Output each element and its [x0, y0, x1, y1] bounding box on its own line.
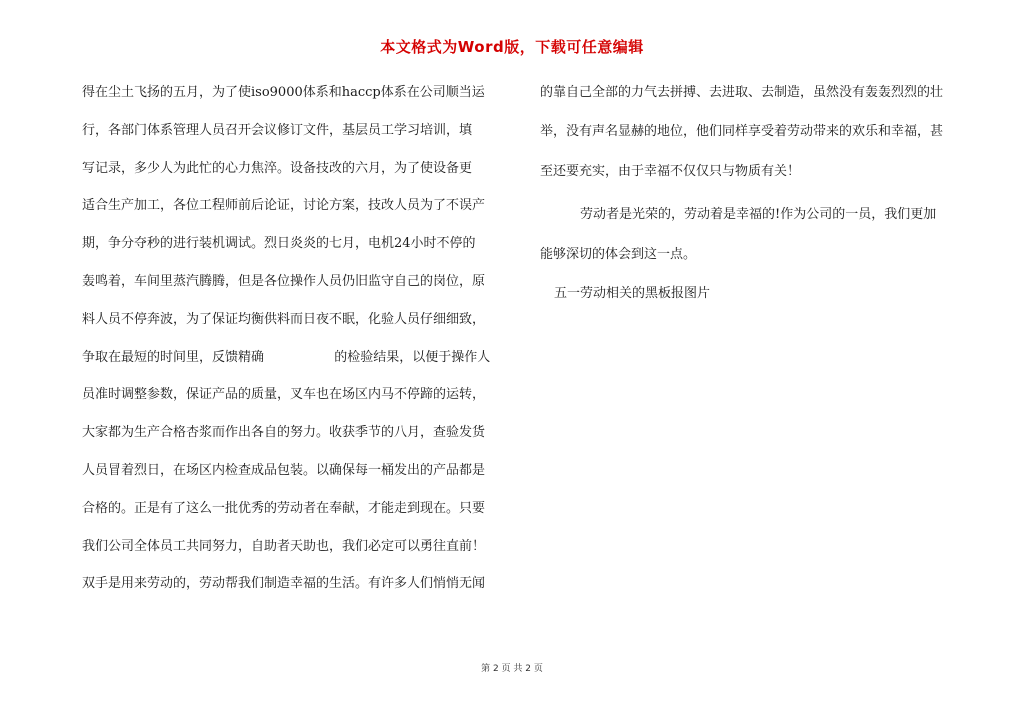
page-number: 第 2 页 共 2 页 — [481, 664, 543, 674]
paragraph-first-line: 劳动者是光荣的，劳动着是幸福的!作为公司的一员，我们更加 — [580, 207, 937, 223]
text-line: 我们公司全体员工共同努力，自助者天助也，我们必定可以勇往直前！ — [82, 538, 486, 554]
text-line: 员准时调整参数，保证产品的质量，叉车也在场区内马不停蹄的运转， — [82, 387, 486, 403]
text-line: 轰鸣着，车间里蒸汽腾腾，但是各位操作人员仍旧监守自己的岗位，原 — [82, 273, 486, 289]
text-line: 双手是用来劳动的，劳动帮我们制造幸福的生活。有许多人们悄悄无闻 — [82, 576, 486, 592]
left-text-column — [82, 80, 522, 609]
text-line: 期，争分夺秒的进行装机调试。烈日炎炎的七月，电机24小时不停的 — [82, 236, 476, 252]
text-line: 人员冒着烈日，在场区内检查成品包装。以确保每一桶发出的产品都是 — [82, 462, 486, 478]
text-line: 合格的。正是有了这么一批优秀的劳动者在奉献，才能走到现在。只要 — [82, 500, 486, 516]
right-text-column — [540, 80, 960, 320]
document-banner: 本文格式为Word版，下载可任意编辑 — [380, 38, 644, 56]
text-line: 举，没有声名显赫的地位，他们同样享受着劳动带来的欢乐和幸福，甚 — [540, 124, 944, 140]
text-line: 行，各部门体系管理人员召开会议修订文件，基层员工学习培训，填 — [82, 122, 473, 138]
text-line: 至还要充实，由于幸福不仅仅只与物质有关！ — [540, 163, 801, 179]
text-line: 写记录，多少人为此忙的心力焦淬。设备技改的六月，为了使设备更 — [82, 160, 473, 176]
text-line: 能够深切的体会到这一点。 — [540, 246, 697, 262]
text-line: 得在尘土飞扬的五月，为了使iso9000体系和haccp体系在公司顺当运 — [82, 85, 485, 100]
text-line: 料人员不停奔波，为了保证均衡供料而日夜不眠，化验人员仔细细致， — [82, 311, 486, 327]
text-line: 的靠自己全部的力气去拼搏、去进取、去制造，虽然没有轰轰烈烈的壮 — [540, 85, 944, 100]
section-heading: 五一劳动相关的黑板报图片 — [554, 285, 711, 301]
text-line: 争取在最短的时间里，反馈精确 的检验结果，以便于操作人 — [82, 349, 491, 365]
text-line: 大家都为生产合格杏浆而作出各自的努力。收获季节的八月，查验发货 — [82, 425, 486, 441]
text-line: 适合生产加工，各位工程师前后论证，讨论方案，技改人员为了不误产 — [82, 198, 486, 214]
